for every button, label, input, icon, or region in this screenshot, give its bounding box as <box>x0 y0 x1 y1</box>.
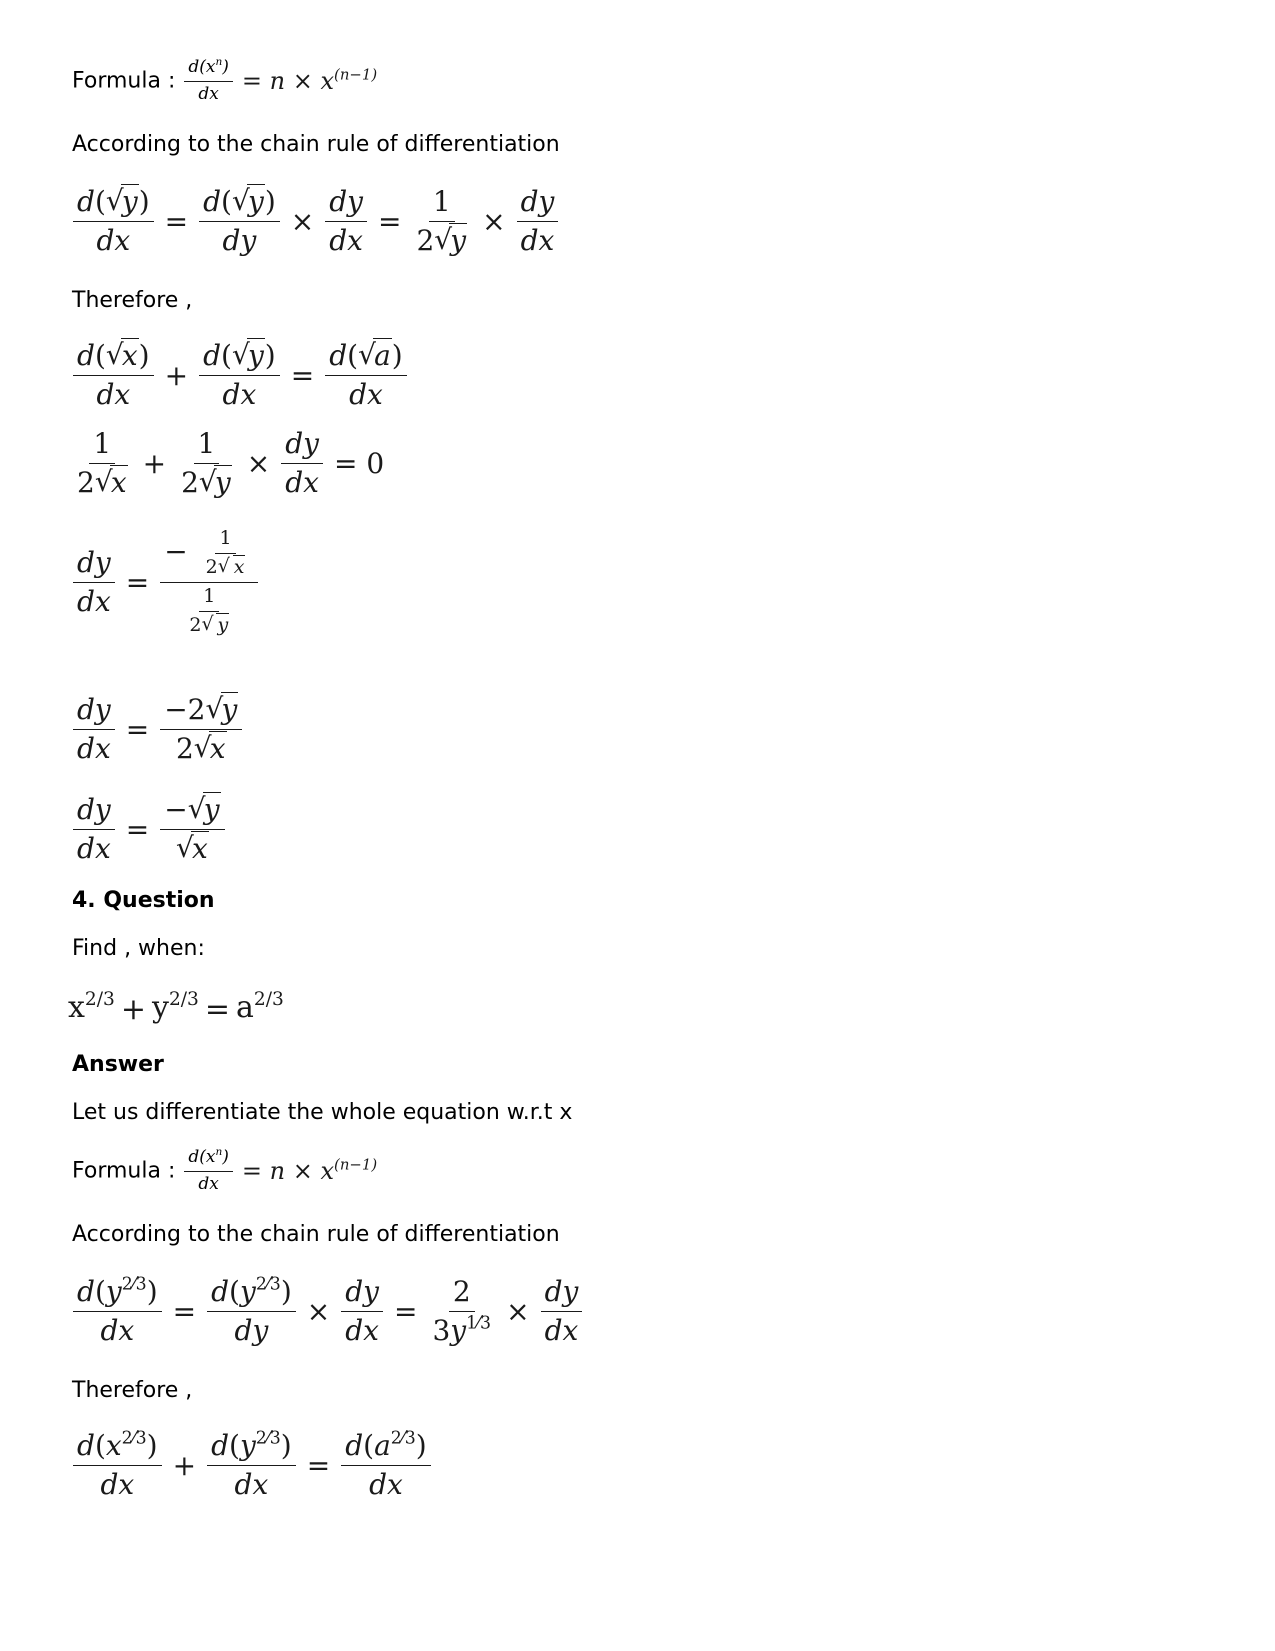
differentiate-text: Let us differentiate the whole equation w.r.t x <box>72 1100 573 1125</box>
formula-label: Formula : <box>72 1158 176 1184</box>
answer-heading: Answer <box>72 1052 164 1077</box>
question-equation: $x^{2/3} + y^{2/3} = a^{2/3}$ <box>68 988 284 1027</box>
equation-chain-y-two-thirds: $\frac{d(y^{2⁄3})}{dx}$ = $\frac{d(y^{2⁄3})}{dy}$ × $\frac{dy}{dx}$ = $\frac{2}{3y^{1⁄3}}$ × $\frac{dy}{dx}$ <box>68 1276 587 1347</box>
equation-dydx-ratio: $\frac{dy}{dx}$ = $\frac{-2√ y}{2√ x}$ <box>68 694 247 765</box>
formula-fraction: $\frac{d(x^n)}{dx}$ <box>184 58 233 104</box>
equation-chain-sqrt-y: $\frac{d(√ y)}{dx}$ = $\frac{d(√ y)}{dy}$ × $\frac{dy}{dx}$ = $\frac{1}{2√ y}$ × $\frac{dy}{dx}$ <box>68 186 563 257</box>
equation-sum-two-thirds: $\frac{d(x^{2⁄3})}{dx}$ + $\frac{d(y^{2⁄3})}{dx}$ = $\frac{d(a^{2⁄3})}{dx}$ <box>68 1430 436 1501</box>
therefore-text: Therefore , <box>72 1378 193 1403</box>
chain-rule-text: According to the chain rule of differentiation <box>72 1222 560 1247</box>
equation-dydx-compound: $\frac{dy}{dx}$ = − $\frac{1}{2√ x}$ $\frac{1}{2√ y}$ <box>68 528 263 636</box>
formula-rhs: = $n \times x^{(n-1)}$ <box>241 65 378 96</box>
therefore-text: Therefore , <box>72 288 193 313</box>
formula-rhs: = $n \times x^{(n-1)}$ <box>241 1155 378 1186</box>
question-heading: 4. Question <box>72 888 215 913</box>
equation-sqrt-step: $\frac{1}{2√ x}$ + $\frac{1}{2√ y}$ × $\frac{dy}{dx}$ = 0 <box>68 428 390 499</box>
find-when-text: Find , when: <box>72 936 205 961</box>
formula-line <box>72 58 377 104</box>
formula-line <box>72 1148 377 1194</box>
chain-rule-text: According to the chain rule of differentiation <box>72 132 560 157</box>
equation-dydx-final: $\frac{dy}{dx}$ = −√ y √ x <box>68 794 230 865</box>
formula-fraction: $\frac{d(x^n)}{dx}$ <box>184 1148 233 1194</box>
equation-sum-derivatives: $\frac{d(√ x)}{dx}$ + $\frac{d(√ y)}{dx}$ = $\frac{d(√ a)}{dx}$ <box>68 340 412 411</box>
formula-label: Formula : <box>72 68 176 94</box>
